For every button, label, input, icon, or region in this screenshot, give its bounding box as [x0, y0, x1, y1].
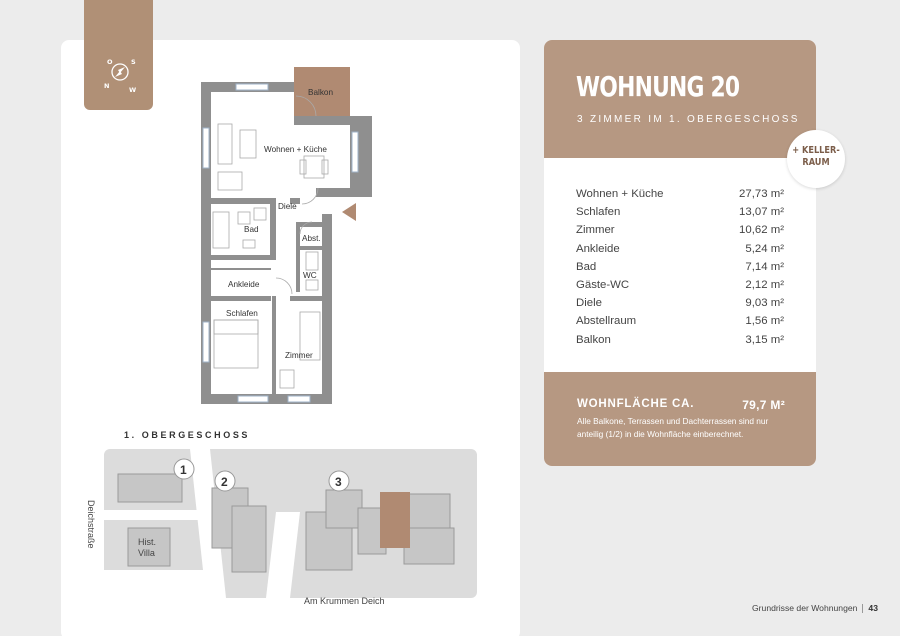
compass-letter-o: O [107, 58, 113, 66]
room-name: Wohnen + Küche [576, 188, 664, 201]
street-label-deichstrasse: Deichstraße [86, 500, 96, 549]
building-number-3: 3 [335, 475, 342, 489]
building-number-2: 2 [221, 475, 228, 489]
street-label-am-krummen-deich: Am Krummen Deich [304, 596, 385, 606]
room-row [576, 312, 784, 330]
apartment-info-card [544, 40, 816, 466]
apartment-header [544, 40, 816, 158]
compass-letter-n: N [104, 82, 110, 90]
villa-label-line1: Hist. [138, 537, 156, 547]
room-area-list [576, 185, 784, 349]
room-label-wohnen: Wohnen + Küche [264, 145, 327, 154]
badge-line-2: RAUM [802, 157, 830, 168]
room-row [576, 240, 784, 258]
page-footer [752, 603, 878, 613]
room-label-balkon: Balkon [308, 88, 334, 97]
room-label-ankleide: Ankleide [228, 280, 260, 289]
room-name: Bad [576, 260, 597, 273]
room-label-abst: Abst. [302, 234, 321, 243]
room-row [576, 276, 784, 294]
room-row [576, 331, 784, 349]
room-area: 13,07 m² [739, 206, 784, 219]
page-number: 43 [868, 603, 878, 613]
villa-label-line2: Villa [138, 548, 155, 558]
room-name: Balkon [576, 333, 611, 346]
apartment-subtitle: 3 ZIMMER IM 1. OBERGESCHOSS [577, 114, 800, 125]
floor-label: 1. OBERGESCHOSS [124, 430, 251, 440]
room-area: 10,62 m² [739, 224, 784, 237]
total-area-label: WOHNFLÄCHE CA. [577, 398, 695, 410]
room-name: Ankleide [576, 242, 620, 255]
room-area: 3,15 m² [745, 333, 784, 346]
room-area: 9,03 m² [745, 297, 784, 310]
room-row [576, 258, 784, 276]
room-name: Abstellraum [576, 315, 637, 328]
total-area-note: Alle Balkone, Terrassen und Dachterrassen sind nur anteilig (1/2) in die Wohnfläche einberechnet. [577, 416, 769, 439]
apartment-title: WOHNUNG 20 [576, 70, 740, 103]
kellerraum-badge [787, 130, 845, 188]
total-area [577, 398, 785, 412]
room-row [576, 294, 784, 312]
room-area: 1,56 m² [745, 315, 784, 328]
footer-divider [862, 604, 863, 613]
room-row [576, 185, 784, 203]
room-label-wc: WC [303, 271, 317, 280]
total-area-value: 79,7 M² [742, 398, 785, 412]
footer-section: Grundrisse der Wohnungen [752, 603, 858, 613]
highlighted-building [380, 492, 410, 548]
compass-letter-s: S [131, 58, 136, 66]
total-area-panel [544, 372, 816, 466]
compass-letter-w: W [129, 86, 137, 94]
room-row [576, 221, 784, 239]
room-area: 27,73 m² [739, 188, 784, 201]
room-label-diele: Diele [278, 202, 297, 211]
room-label-bad: Bad [244, 225, 259, 234]
building-number-1: 1 [180, 463, 187, 477]
room-name: Zimmer [576, 224, 615, 237]
room-name: Gäste-WC [576, 279, 630, 292]
room-row [576, 203, 784, 221]
room-area: 7,14 m² [745, 260, 784, 273]
room-area: 2,12 m² [745, 279, 784, 292]
room-label-zimmer: Zimmer [285, 351, 313, 360]
room-area: 5,24 m² [745, 242, 784, 255]
badge-line-1: + KELLER- [792, 145, 840, 156]
room-name: Schlafen [576, 206, 621, 219]
room-name: Diele [576, 297, 602, 310]
room-label-schlafen: Schlafen [226, 309, 258, 318]
